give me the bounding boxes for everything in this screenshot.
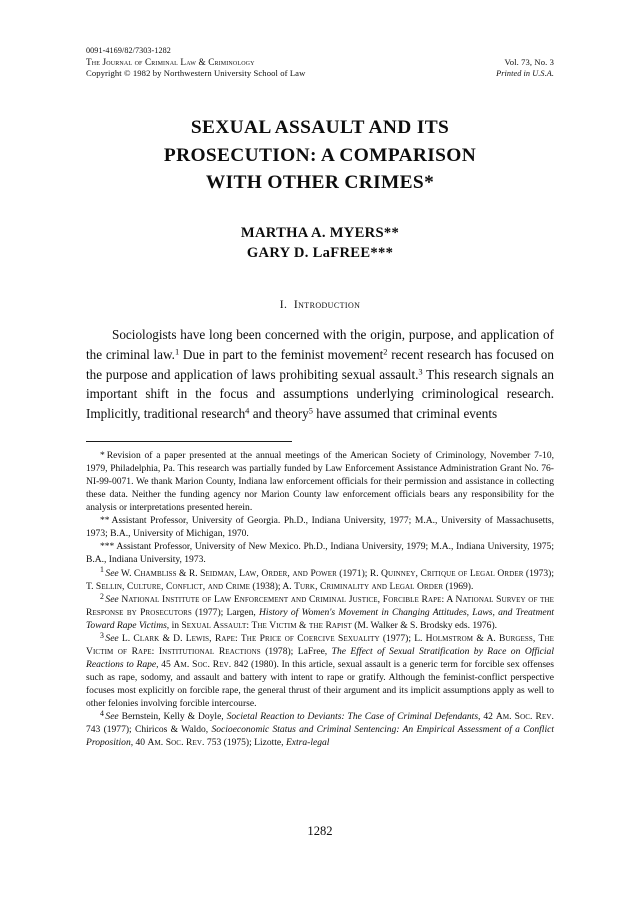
citation-smallcaps: Clark — [133, 633, 160, 645]
section-title: Introduction — [293, 298, 361, 312]
citation-segment: L. — [118, 633, 134, 645]
footnote-marker: 3 — [100, 631, 104, 640]
footnote-marker: 2 — [100, 591, 104, 601]
citation-segment: W. — [118, 567, 134, 579]
footnote-triple-asterisk — [86, 541, 554, 567]
section-numeral: I. — [279, 298, 288, 312]
see-signal: See — [105, 594, 119, 606]
footnote-marker: * — [100, 449, 105, 461]
citation-segment: (1978); LaFree, — [260, 646, 332, 658]
citation-segment: & D. — [159, 633, 186, 645]
footnote-marker: 1 — [100, 565, 104, 575]
footnote-ref-2[interactable]: 2 — [383, 346, 388, 357]
citation-smallcaps: Am. Soc. Rev. — [495, 711, 554, 723]
article-title-line-2: PROSECUTION: A COMPARISON — [163, 144, 477, 166]
volume-issue: Vol. 73, No. 3 — [504, 56, 554, 67]
citation-segment: Bernstein, Kelly & Doyle, — [118, 711, 227, 723]
citation-smallcaps: Turk, Criminality and Legal Order — [294, 580, 444, 592]
citation-segment: (1971); R. — [336, 567, 382, 579]
journal-line — [86, 57, 554, 69]
citation-segment: (1938); A. — [250, 580, 295, 592]
citation-smallcaps: Chambliss — [133, 567, 177, 579]
see-signal: See — [105, 711, 119, 723]
citation-segment: 743 (1977); Chiricos & Waldo, — [86, 724, 212, 736]
footnotes-section — [86, 450, 554, 750]
see-signal: See — [105, 567, 119, 579]
citation-smallcaps: Sellin, Culture, Conflict, and Crime — [95, 580, 251, 592]
footnote-asterisk — [86, 450, 554, 515]
masthead — [86, 46, 554, 80]
copyright-line — [86, 68, 554, 80]
printed-in: Printed in U.S.A. — [496, 69, 554, 79]
author-name-1: MARTHA A. MYERS** — [240, 224, 400, 241]
footnote-3 — [86, 633, 554, 711]
citation-segment: & R. — [176, 567, 201, 579]
citation-segment: (1977); Largen, — [191, 606, 260, 618]
article-title — [86, 114, 554, 197]
page-number: 1282 — [307, 824, 333, 838]
citation-segment: (1969). — [443, 580, 474, 592]
citation-smallcaps: Holmstrom — [425, 633, 474, 645]
citation-segment: , 40 — [130, 737, 148, 749]
footnote-ref-3[interactable]: 3 — [418, 366, 423, 377]
citation-italic-title: Socioeconomic Status and Criminal Sentencing: An Empirical Assessment of a Conflict Proposition — [86, 724, 554, 749]
footnote-1 — [86, 565, 555, 594]
issn-line: 0091-4169/82/7303-1282 — [86, 46, 171, 55]
citation-smallcaps: Quinney, Critique of Legal Order — [381, 567, 524, 579]
citation-smallcaps: National Institute of Law Enforcement and Criminal Justice, Forcible Rape: A National Survey of the Response by Prosecutors — [86, 594, 554, 618]
footnote-text: Assistant Professor, University of Georgia. Ph.D., Indiana University, 1977; M.A., University of Massachusetts, 1973; B.A., University of Michigan, 1970. — [86, 514, 554, 539]
author-block — [86, 223, 554, 264]
citation-segment: in — [169, 619, 182, 631]
citation-italic-title: The Effect of Sexual Stratification by Race on Official Reactions to Rape — [86, 646, 554, 671]
footnote-ref-1[interactable]: 1 — [174, 346, 180, 357]
footnote-ref-4[interactable]: 4 — [245, 405, 250, 416]
body-paragraph — [86, 325, 554, 424]
citation-segment: (1973); T. — [86, 567, 555, 592]
article-title-line-3: WITH OTHER CRIMES* — [205, 172, 435, 194]
citation-smallcaps: Am. Soc. Rev. — [173, 659, 232, 671]
footnote-marker: *** — [100, 541, 115, 553]
footnote-text: Revision of a paper presented at the annual meetings of the American Society of Criminology, November 7-10, 1979, Philadelphia, Pa. This research was partially funded by Law Enforcement Assistance Administration Grant No. 76-NI-99-0071. We thank Marion County, Indiana law enforcement officials for their permission and assistance in collecting these data. Neither the funding agency nor Marion County law enforcement officials bears any responsibility for the analysis or interpretations presented herein. — [86, 449, 554, 513]
citation-segment: (M. Walker & S. Brodsky eds. 1976). — [351, 619, 498, 631]
section-heading — [86, 298, 554, 311]
copyright-notice: Copyright © 1982 by Northwestern University School of Law — [86, 68, 306, 79]
footnote-4 — [86, 711, 554, 750]
body-text-segment: recent research has focused on the purpose and application of laws prohibiting sexual assault. — [86, 346, 554, 382]
journal-name: The Journal of Criminal Law & Criminology — [86, 56, 255, 67]
citation-segment: , 42 — [478, 711, 496, 723]
body-text-segment: Due in part to the feminist movement — [179, 346, 384, 362]
footnote-ref-5[interactable]: 5 — [308, 405, 313, 416]
citation-smallcaps: Seidman, Law, Order, and Power — [200, 567, 337, 579]
citation-segment: , 45 — [156, 659, 174, 671]
footnote-double-asterisk — [86, 515, 554, 541]
citation-segment: (1977); L. — [379, 633, 426, 645]
citation-smallcaps: Am. Soc. Rev. — [147, 737, 205, 749]
footnote-2 — [86, 591, 555, 633]
citation-smallcaps: Sexual Assault: The Victim & the Rapist — [181, 619, 352, 631]
citation-segment: 842 (1980). In this article, sexual assault is a generic term for forcible sex offenses such as rape, sodomy, and assault and battery with intent to rape or gratify. Although the feminist-conflict perspective focuses most explicitly on forcible rape, the general thrust of their argument and its implicit assumptions apply as well to other felonies involving forcible intercourse. — [86, 659, 555, 709]
citation-smallcaps: Lewis, Rape: The Price of Coercive Sexuality — [185, 633, 380, 645]
body-text-segment: Sociologists have long been concerned with the origin, purpose, and application of the criminal law. — [86, 327, 554, 362]
citation-italic-title: Societal Reaction to Deviants: The Case of Criminal Defendants — [226, 711, 479, 723]
footnote-separator-rule — [86, 441, 292, 442]
author-name-2: GARY D. LaFREE*** — [246, 245, 394, 262]
citation-segment: & A. — [473, 633, 499, 645]
body-text-segment: have assumed that criminal events — [312, 406, 498, 422]
article-title-line-1: SEXUAL ASSAULT AND ITS — [190, 117, 450, 139]
see-signal: See — [105, 633, 119, 645]
footnote-marker: ** — [100, 514, 110, 526]
body-text-segment: This research signals an important shift in the focus and assumptions underlying criminological research. Implicitly, traditional research — [86, 366, 554, 422]
body-text-segment: and theory — [249, 406, 309, 422]
document-page — [86, 46, 554, 751]
footnote-text: Assistant Professor, University of New Mexico. Ph.D., Indiana University, 1979; M.A., Indiana University, 1975; B.A., Indiana University, 1973. — [86, 541, 554, 566]
citation-segment: 753 (1975); Lizotte, — [204, 737, 286, 749]
footnote-marker: 4 — [100, 709, 104, 719]
citation-italic-title: History of Women's Movement in Changing Attitudes, Laws, and Treatment Toward Rape Victims, — [86, 606, 555, 631]
citation-smallcaps: Burgess, The Victim of Rape: Institutional Reactions — [86, 633, 555, 658]
citation-italic-title: Extra-legal — [285, 737, 330, 749]
